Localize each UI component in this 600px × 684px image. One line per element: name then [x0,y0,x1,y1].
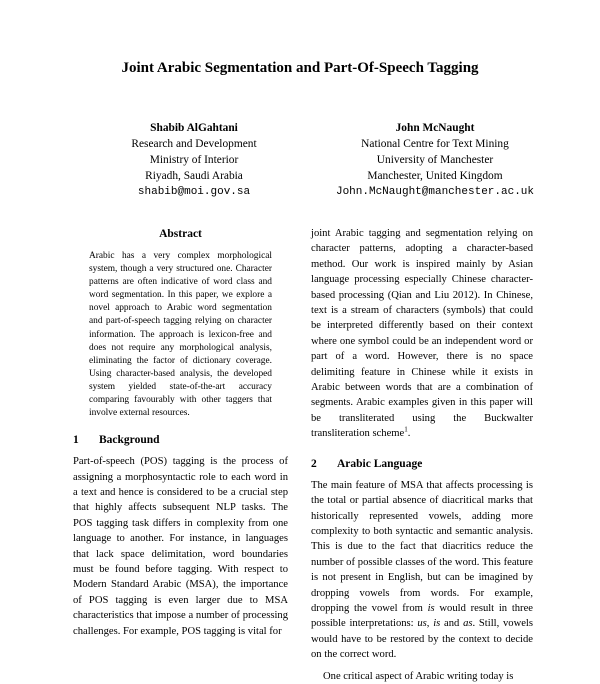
section-1-paragraph: Part-of-speech (POS) tagging is the process of assigning a morphosyntactic role to each word in a text and hence is considered to be a crucial step that highly affects subsequent NLP tasks. The POS tagging task differs in complexity from one language to another. For instance, in languages that lack space delimitation, word boundaries must be found before tagging. With respect to Modern Standard Arabic (MSA), the importance of POS tagging is even larger due to MSA characteristics that impose a number of processing challenges. For example, POS tagging is vital for [73,456,288,637]
author-email: shabib@moi.gov.sa [137,186,251,198]
paper-title: Joint Arabic Segmentation and Part-Of-Speech Tagging [121,60,479,76]
right-column [311,226,533,684]
text-run: and [440,618,464,630]
section-title: Background [99,434,160,447]
author-name: John McNaught [395,122,475,134]
footnote-mark: 1 [404,425,408,434]
author-location-line: Riyadh, Saudi Arabia [145,170,243,182]
intro-continuation-paragraph [311,226,533,442]
author-affiliation-line: National Centre for Text Mining [361,138,509,150]
intro-text-end: . [407,428,411,440]
author-affiliation-line: Research and Development [131,138,257,150]
abstract-heading: Abstract [159,228,202,240]
section-number: 2 [311,457,317,470]
text-run: The main feature of MSA that affects processing is the total or partial absence of diacritical marks that historically represented vowels, adding more complexity to both syntactic and semantic analysis. This is due to the fact that diacritics reduce the number of possible classes of the word. This feature is not present in English, but can be imagined by dropping vowels from words. For example, dropping the vowel from [311,479,533,614]
example-word: as [463,618,473,630]
section-title: Arabic Language [337,457,423,470]
example-word: us [417,618,427,630]
author-name: Shabib AlGahtani [150,122,238,134]
left-column [73,226,288,639]
example-word: is [433,618,441,630]
author-affiliation-line: Ministry of Interior [149,154,239,166]
intro-text: joint Arabic tagging and segmentation relying on character patterns, adopting a character-based method. Our work is inspired mainly by Asian language processing especially Chinese character-based processing (Qian and Liu 2012). In Chinese, text is a stream of characters (symbols) that could be interpreted differently based on their context where one symbol could be an independent word or part of a word. However, there is no space delimiting feature in Chinese while it exists in Arabic between words that are a combination of segments. Arabic examples given in this paper will be transliterated using the Buckwalter transliteration scheme [311,228,533,440]
abstract-text: Arabic has a very complex morphological system, though a very structured one. Character patterns are often indicative of word class and word segmentation. In this paper, we explore a novel approach to Arabic word segmentation and part-of-speech tagging relying on character information. The approach is lexicon-free and does not require any morphological analysis, eliminating the factor of dictionary coverage. Using character-based analysis, the developed system yielded state-of-the-art accuracy comparing favourably with other taggers that involve external resources. [89,251,272,419]
author-affiliation-line: University of Manchester [376,154,494,166]
section-1-heading [73,434,288,446]
text-run: . Still, vowels would have to be restored by the context to decide on the correct word. [311,618,534,661]
section-2-paragraph-2: One critical aspect of Arabic writing today is [323,670,514,682]
section-number: 1 [73,434,79,447]
text-run: , [426,618,434,630]
text-run: would result in three possible interpretations: [311,602,533,630]
author-block-1 [74,120,314,200]
example-word: is [427,602,435,614]
section-2-paragraph-1 [311,478,533,663]
author-block-2 [290,120,580,200]
author-email: John.McNaught@manchester.ac.uk [335,186,535,198]
author-location-line: Manchester, United Kingdom [367,170,503,182]
section-2-heading [311,458,533,470]
